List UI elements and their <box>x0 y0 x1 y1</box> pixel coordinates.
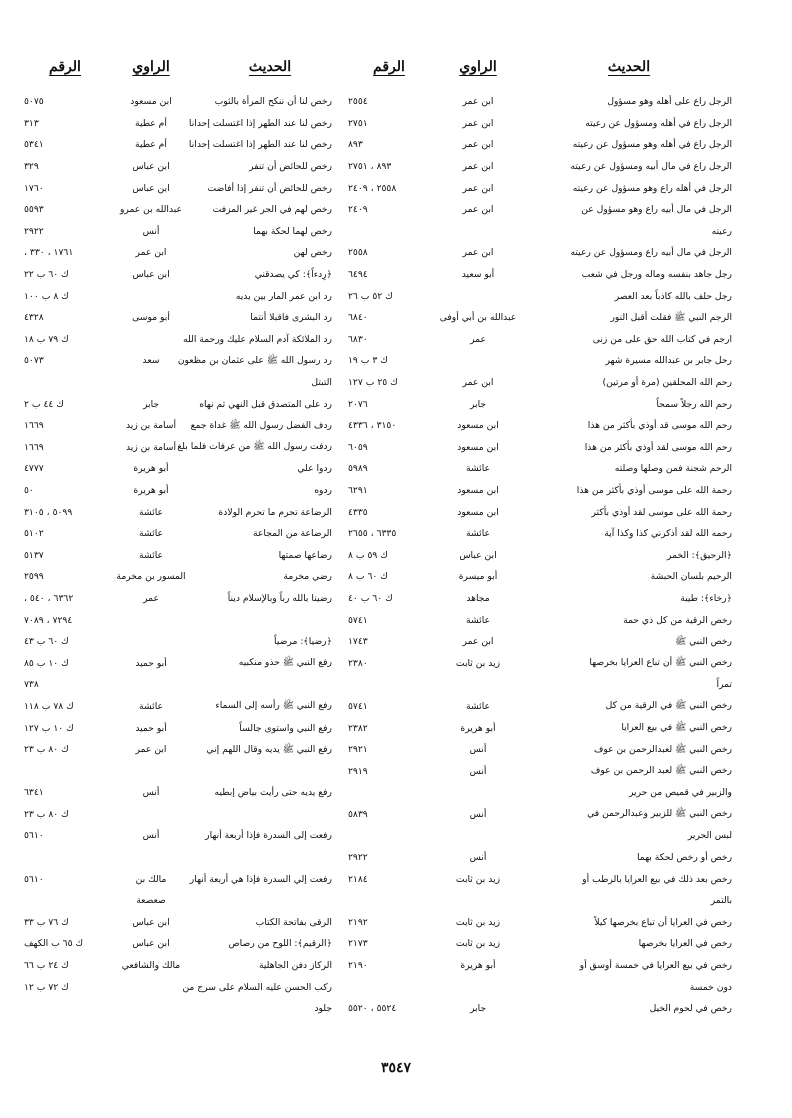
hadith-right-cell: ﴿رخاء﴾: طيبة <box>680 592 732 604</box>
narrator-left-cell: أبو حميد <box>135 722 167 734</box>
index-row <box>22 566 734 588</box>
narrator-left-cell: أم عطية <box>135 139 167 151</box>
hadith-right-cell: الرجل راع في أهله ومسؤول عن رعيته <box>585 117 732 129</box>
narrator-right-cell: عبدالله بن أبي أوفى <box>439 312 517 324</box>
hadith-left-cell: رخص للحائض أن تنفر <box>249 161 332 173</box>
number-right-cell: ٢٠٧٦ <box>348 398 368 410</box>
number-left-cell: ك ٦٥ ب الكهف <box>24 938 84 950</box>
hadith-left-cell: رضي مخرمة <box>283 571 332 583</box>
index-row <box>22 91 734 113</box>
index-row <box>22 350 734 372</box>
narrator-right-cell: جابر <box>469 398 487 410</box>
hadith-left-cell: ﴿رِدءاً﴾: كي يصدقني <box>254 269 332 281</box>
number-right-cell: ك ٢٥ ب ١٢٧ <box>348 377 398 389</box>
narrator-left-cell: عمر <box>143 592 159 604</box>
index-row <box>22 782 734 804</box>
number-left-cell: ٥٥٩٣ <box>24 204 44 216</box>
header-hadith-left: الحديث <box>248 59 292 75</box>
narrator-right-cell: عائشة <box>466 463 490 475</box>
narrator-right-cell: زيد بن ثابت <box>455 916 501 928</box>
narrator-right-cell: زيد بن ثابت <box>455 657 501 669</box>
index-row <box>22 760 734 782</box>
hadith-right-cell: رحمة الله على موسى أوذي بأكثر من هذا <box>576 484 732 496</box>
number-right-cell: ك ٥٢ ب ٢٦ <box>348 290 393 302</box>
hadith-right-cell: رخص النبي ﷺ لعبد الرحمن بن عوف <box>590 765 732 777</box>
hadith-left-cell: رد البشرى فاقبلا أنتما <box>250 312 332 324</box>
number-left-cell: ك ٨٠ ب ٢٣ <box>24 808 69 820</box>
number-left-cell: ك ١٠ ب ١٢٧ <box>24 722 74 734</box>
index-row <box>22 717 734 739</box>
narrator-right-cell: أبو سعيد <box>461 269 495 281</box>
number-left-cell: ٥٠٧٥ <box>24 96 44 108</box>
hadith-right-cell: رحل جابر بن عبدالله مسيرة شهر <box>605 355 732 367</box>
number-left-cell: ٥٦١٠ <box>24 830 44 842</box>
narrator-left-cell: عائشة <box>139 506 163 518</box>
narrator-left-cell: عبدالله بن عمرو <box>119 204 183 216</box>
hadith-right-cell: رخص النبي ﷺ في الرقية من كل <box>605 700 732 712</box>
narrator-right-cell: عمر <box>470 333 486 345</box>
hadith-right-cell: رخص الرقية من كل ذي حمة <box>623 614 732 626</box>
narrator-right-cell: جابر <box>469 1003 487 1015</box>
number-right-cell: ٦٨٤٠ <box>348 312 368 324</box>
number-right-cell: ٥٩٨٩ <box>348 463 368 475</box>
hadith-right-cell: رخص أو رخص لحكة بهما <box>636 852 732 864</box>
hadith-left-cell: رفعت إلي السدرة فإذا هي أربعة أنهار <box>189 873 332 885</box>
narrator-right-cell: ابن عمر <box>462 204 494 216</box>
narrator-left-cell: ابن مسعود <box>130 96 172 108</box>
narrator-left-cell: عائشة <box>139 700 163 712</box>
number-right-cell: ١٧٤٣ <box>348 636 368 648</box>
hadith-left-cell: رخص لهما لحكة بهما <box>253 225 332 237</box>
hadith-left-cell: ردوه <box>314 484 332 496</box>
number-left-cell: ٤٣٢٨ <box>24 312 44 324</box>
narrator-right-cell: زيد بن ثابت <box>455 938 501 950</box>
hadith-left-cell: رخص لنا أن ننكح المرأة بالثوب <box>214 96 332 108</box>
index-row <box>22 329 734 351</box>
number-right-cell: ٥٥٢٤ ، ٥٥٢٠ <box>348 1003 397 1015</box>
hadith-left-cell: رد الملائكة آدم السلام عليك ورحمة الله <box>183 333 332 345</box>
hadith-left-cell: رد ابن عمر المار بين يديه <box>235 290 332 302</box>
narrator-left-cell: أسامة بن زيد <box>125 441 177 453</box>
index-row <box>22 609 734 631</box>
hadith-left-cell: ردوا علي <box>297 463 332 475</box>
hadith-left-cell: ركب الحسن عليه السلام على سرج من <box>182 981 332 993</box>
index-row <box>22 437 734 459</box>
number-right-cell: ك ٦٠ ب ٤٠ <box>348 592 393 604</box>
hadith-right-cell: دون خمسة <box>689 981 732 993</box>
narrator-left-cell: ابن عباس <box>132 182 170 194</box>
number-left-cell: ك ٧٩ ب ١٨ <box>24 333 69 345</box>
index-row <box>22 177 734 199</box>
hadith-left-cell: الرقى بفاتحة الكتاب <box>255 916 332 928</box>
hadith-right-cell: الرجل راع في أهله وهو مسؤول عن رعيته <box>572 139 732 151</box>
hadith-right-cell: رخص في لحوم الخيل <box>649 1003 732 1015</box>
narrator-left-cell: أبو موسى <box>132 312 170 324</box>
hadith-left-cell: رفع النبي ﷺ رأسه إلى السماء <box>215 700 332 712</box>
hadith-left-cell: رخص لهم في الجر غير المزفت <box>212 204 332 216</box>
hadith-left-cell: جلود <box>314 1003 332 1015</box>
narrator-right-cell: أبو ميسرة <box>458 571 498 583</box>
number-left-cell: ٥١٠٢ <box>24 528 44 540</box>
narrator-right-cell: ابن عمر <box>462 96 494 108</box>
index-row <box>22 307 734 329</box>
number-right-cell: ٢١٨٤ <box>348 873 368 885</box>
narrator-left-cell: ابن عمر <box>135 744 167 756</box>
index-row <box>22 264 734 286</box>
hadith-right-cell: الرجل في مال أبيه راع وهو مسؤول عن <box>581 204 732 216</box>
index-row <box>22 933 734 955</box>
narrator-right-cell: ابن عباس <box>459 549 497 561</box>
number-right-cell: ٦٨٣٠ <box>348 333 368 345</box>
number-right-cell: ٨٩٣ ، ٢٧٥١ <box>348 161 392 173</box>
hadith-left-cell: رفع يديه حتى رأيت بياض إبطيه <box>214 787 332 799</box>
narrator-right-cell: ابن مسعود <box>457 441 499 453</box>
index-page <box>22 45 734 1020</box>
hadith-left-cell: ﴿الرقيم﴾: اللوح من رصاص <box>228 938 332 950</box>
hadith-left-cell: رفع النبي واستوى جالساً <box>239 722 332 734</box>
hadith-right-cell: رخص النبي ﷺ في بيع العرايا <box>621 722 732 734</box>
hadith-right-cell: الرحيم بلسان الحبشة <box>650 571 732 583</box>
index-row <box>22 890 734 912</box>
hadith-right-cell: رخص النبي ﷺ أن تباع العرايا بخرصها <box>589 657 732 669</box>
narrator-right-cell: ابن عمر <box>462 139 494 151</box>
narrator-right-cell: ابن عمر <box>462 182 494 194</box>
narrator-right-cell: ابن عمر <box>462 117 494 129</box>
index-rows <box>22 91 734 1020</box>
number-left-cell: ٥٠ <box>24 484 34 496</box>
index-row <box>22 804 734 826</box>
hadith-right-cell: رحم الله المحلقين (مرة أو مرتين) <box>602 377 732 389</box>
number-left-cell: ٥١٣٧ <box>24 549 44 561</box>
narrator-right-cell: ابن عمر <box>462 377 494 389</box>
narrator-right-cell: ابن مسعود <box>457 420 499 432</box>
hadith-right-cell: رحم الله موسى قد أوذي بأكثر من هذا <box>587 420 732 432</box>
number-left-cell: ٥٠٧٣ <box>24 355 44 367</box>
hadith-right-cell: رجل حلف بالله كاذباً بعد العصر <box>614 290 732 302</box>
number-left-cell: ك ٧٢ ب ١٢ <box>24 981 69 993</box>
narrator-right-cell: عائشة <box>466 528 490 540</box>
number-left-cell: ٣٢٩ <box>24 161 39 173</box>
hadith-left-cell: الرضاعة تحرم ما تحرم الولادة <box>218 506 332 518</box>
number-right-cell: ٢٩١٩ <box>348 765 368 777</box>
number-right-cell: ٨٩٣ <box>348 139 363 151</box>
number-left-cell: ٧٢٩٤ ، ٧٠٨٩ <box>24 614 73 626</box>
narrator-right-cell: أنس <box>469 852 487 864</box>
index-row <box>22 955 734 977</box>
header-hadith-right: الحديث <box>607 59 651 75</box>
hadith-right-cell: رخص النبي ﷺ <box>675 635 732 647</box>
number-left-cell: ك ٦٠ ب ٢٢ <box>24 269 69 281</box>
hadith-left-cell: رفع النبي ﷺ يديه وقال اللهم إني <box>206 743 332 755</box>
hadith-left-cell: التبتل <box>311 377 332 389</box>
index-row <box>22 825 734 847</box>
index-row <box>22 285 734 307</box>
index-row <box>22 976 734 998</box>
number-right-cell: ٦٢٩١ <box>348 484 368 496</box>
hadith-left-cell: ردفت رسول الله ﷺ من عرفات فلما بلغ <box>177 441 332 453</box>
number-right-cell: ٦٣٣٥ ، ٢٦٥٥ <box>348 528 397 540</box>
number-right-cell: ٢٥٥٨ ، ٢٤٠٩ <box>348 182 397 194</box>
hadith-right-cell: الرجم النبي ﷺ فقلت أقبل النور <box>610 311 732 323</box>
column-header-row <box>22 45 734 75</box>
index-row <box>22 631 734 653</box>
hadith-left-cell: رضينا بالله رباً وبالإسلام ديناً <box>227 592 332 604</box>
hadith-left-cell: رد على المتصدق قبل النهي ثم نهاه <box>199 398 332 410</box>
number-left-cell: ٦٣٦٢ ، ٥٤٠ ، <box>24 592 74 604</box>
number-right-cell: ٥٨٣٩ <box>348 808 368 820</box>
hadith-left-cell: الرضاعة من المجاعة <box>253 528 332 540</box>
narrator-left-cell: مالك بن <box>135 873 167 885</box>
index-row <box>22 372 734 394</box>
number-right-cell: ٢١٩٢ <box>348 916 368 928</box>
hadith-right-cell: الرجل راع في مال أبيه ومسؤول عن رعيته <box>570 161 732 173</box>
narrator-left-cell: أسامة بن زيد <box>125 420 177 432</box>
number-right-cell: ٢٣٨٢ <box>348 722 368 734</box>
number-left-cell: ك ٧٦ ب ٣٣ <box>24 916 69 928</box>
number-right-cell: ك ٣ ب ١٩ <box>348 355 388 367</box>
hadith-left-cell: رخص لهن <box>293 247 332 259</box>
number-right-cell: ٢٣٨٠ <box>348 657 368 669</box>
number-right-cell: ٥٧٤١ <box>348 614 368 626</box>
hadith-right-cell: رحمة الله على موسى لقد أوذي بأكثر <box>591 506 732 518</box>
hadith-left-cell: رخص للحائض أن تنفر إذا أفاضت <box>207 182 332 194</box>
narrator-left-cell: أنس <box>142 830 160 842</box>
number-left-cell: ١٧٦٠ <box>24 182 44 194</box>
number-left-cell: ك ٧٨ ب ١١٨ <box>24 700 74 712</box>
number-right-cell: ٤٣٣٥ <box>348 506 368 518</box>
number-left-cell: ك ١٠ ب ٨٥ <box>24 657 69 669</box>
narrator-right-cell: ابن عمر <box>462 636 494 648</box>
index-row <box>22 480 734 502</box>
index-row <box>22 501 734 523</box>
index-row <box>22 739 734 761</box>
number-right-cell: ك ٥٩ ب ٨ <box>348 549 388 561</box>
number-left-cell: ١٧٦١ ، ٣٣٠ ، <box>24 247 74 259</box>
index-row <box>22 912 734 934</box>
hadith-left-cell: ردف الفضل رسول الله ﷺ غداة جمع <box>190 419 332 431</box>
index-row <box>22 199 734 221</box>
number-right-cell: ٢٤٠٩ <box>348 204 368 216</box>
hadith-left-cell: الركاز دفن الجاهلية <box>258 960 332 972</box>
hadith-right-cell: رحم الله رجلاً سمحاً <box>656 398 732 410</box>
index-row <box>22 847 734 869</box>
hadith-left-cell: رد رسول الله ﷺ على عثمان بن مظعون <box>177 354 332 366</box>
number-right-cell: ٢١٩٠ <box>348 960 368 972</box>
narrator-left-cell: مالك والشافعي <box>121 960 181 972</box>
narrator-left-cell: ابن عباس <box>132 916 170 928</box>
narrator-right-cell: أنس <box>469 744 487 756</box>
narrator-left-cell: المسور بن مخرمة <box>116 571 186 583</box>
narrator-left-cell: ابن عباس <box>132 938 170 950</box>
index-row <box>22 696 734 718</box>
narrator-left-cell: أبو هريرة <box>133 463 169 475</box>
narrator-left-cell: ابن عمر <box>135 247 167 259</box>
number-left-cell: ٦٣٤١ <box>24 787 44 799</box>
number-left-cell: ٤٧٧٧ <box>24 463 44 475</box>
narrator-right-cell: مجاهد <box>466 592 490 604</box>
number-right-cell: ٦٤٩٤ <box>348 269 368 281</box>
index-row <box>22 415 734 437</box>
index-row <box>22 221 734 243</box>
narrator-right-cell: ابن مسعود <box>457 484 499 496</box>
index-row <box>22 998 734 1020</box>
header-number-right: الرقم <box>373 59 405 75</box>
number-left-cell: ٢٥٩٩ <box>24 571 44 583</box>
index-row <box>22 544 734 566</box>
index-row <box>22 393 734 415</box>
number-right-cell: ٢٧٥١ <box>348 117 368 129</box>
number-left-cell: ك ٨ ب ١٠٠ <box>24 290 69 302</box>
hadith-right-cell: الرجل في مال أبيه راع ومسؤول عن رعيته <box>570 247 732 259</box>
narrator-left-cell: ابن عباس <box>132 161 170 173</box>
narrator-left-cell: جابر <box>142 398 160 410</box>
narrator-right-cell: ابن عمر <box>462 247 494 259</box>
index-row <box>22 868 734 890</box>
narrator-right-cell: أبو هريرة <box>460 722 496 734</box>
index-row <box>22 134 734 156</box>
number-right-cell: ٢٥٥٨ <box>348 247 368 259</box>
narrator-right-cell: أنس <box>469 808 487 820</box>
number-left-cell: ك ٦٠ ب ٤٣ <box>24 636 69 648</box>
narrator-left-cell: أنس <box>142 787 160 799</box>
narrator-left-cell: أم عطية <box>135 117 167 129</box>
number-right-cell: ك ٦٠ ب ٨ <box>348 571 388 583</box>
number-left-cell: ٥٣٤١ <box>24 139 44 151</box>
hadith-right-cell: رعيته <box>711 225 732 237</box>
hadith-right-cell: والزبير في قميص من حرير <box>628 787 732 799</box>
narrator-right-cell: ابن مسعود <box>457 506 499 518</box>
number-right-cell: ٦٠٥٩ <box>348 441 368 453</box>
number-left-cell: ك ٢٤ ب ٦٦ <box>24 960 69 972</box>
hadith-right-cell: بالتمر <box>710 895 732 907</box>
header-number-left: الرقم <box>49 59 81 75</box>
index-row <box>22 458 734 480</box>
number-right-cell: ٢٩٢١ <box>348 744 368 756</box>
narrator-left-cell: صعصعة <box>136 895 166 907</box>
number-left-cell: ١٦٦٩ <box>24 441 44 453</box>
narrator-right-cell: زيد بن ثابت <box>455 873 501 885</box>
hadith-left-cell: ﴿رضيا﴾: مرضياً <box>274 636 332 648</box>
hadith-left-cell: رخص لنا عند الطهر إذا اغتسلت إحدانا <box>188 117 332 129</box>
hadith-left-cell: رضاعها صمتها <box>278 549 332 561</box>
number-left-cell: ٢٩٢٢ <box>24 225 44 237</box>
hadith-right-cell: رخص بعد ذلك في بيع العرايا بالرطب أو <box>582 873 732 885</box>
number-left-cell: ٧٣٨ <box>24 679 39 691</box>
number-right-cell: ٢٥٥٤ <box>348 96 368 108</box>
narrator-left-cell: أبو هريرة <box>133 484 169 496</box>
hadith-right-cell: رحم الله موسى لقد أوذي بأكثر من هذا <box>584 441 732 453</box>
hadith-right-cell: لبس الحرير <box>687 830 732 842</box>
hadith-left-cell: رفعت إلى السدرة فإذا أربعة أنهار <box>205 830 332 842</box>
hadith-right-cell: ارجم في كتاب الله حق على من زنى <box>592 333 732 345</box>
narrator-left-cell: عائشة <box>139 549 163 561</box>
hadith-right-cell: ﴿الرحيق﴾: الخمر <box>667 549 732 561</box>
number-left-cell: ٥٠٩٩ ، ٣١٠٥ <box>24 506 73 518</box>
number-right-cell: ٢١٧٣ <box>348 938 368 950</box>
hadith-right-cell: تمراً <box>716 679 732 691</box>
hadith-right-cell: رخص النبي ﷺ للزبير وعبدالرحمن في <box>587 808 732 820</box>
index-row <box>22 652 734 674</box>
index-row <box>22 242 734 264</box>
hadith-right-cell: الرجل في أهله راع وهو مسؤول عن رعيته <box>572 182 732 194</box>
hadith-right-cell: رخص في بيع العرايا في خمسة أوسق أو <box>579 960 732 972</box>
header-narrator-left: الراوي <box>132 59 170 75</box>
narrator-left-cell: أنس <box>142 225 160 237</box>
page-number: ٣٥٤٧ <box>380 1060 412 1076</box>
narrator-left-cell: سعد <box>142 355 160 367</box>
narrator-right-cell: عائشة <box>466 700 490 712</box>
hadith-right-cell: رخص النبي ﷺ لعبدالرحمن بن عوف <box>593 743 732 755</box>
hadith-left-cell: رفع النبي ﷺ حذو منكبيه <box>238 657 332 669</box>
number-right-cell: ٢٩٢٢ <box>348 852 368 864</box>
header-narrator-right: الراوي <box>459 59 497 75</box>
number-left-cell: ١٦٦٩ <box>24 420 44 432</box>
index-row <box>22 156 734 178</box>
narrator-right-cell: عائشة <box>466 614 490 626</box>
narrator-right-cell: أبو هريرة <box>460 960 496 972</box>
narrator-left-cell: عائشة <box>139 528 163 540</box>
index-row <box>22 113 734 135</box>
hadith-right-cell: رخص في العرايا أن تباع بخرصها كيلاً <box>594 916 732 928</box>
number-right-cell: ٥٧٤١ <box>348 700 368 712</box>
hadith-right-cell: رخص في العرايا بخرصها <box>638 938 732 950</box>
hadith-right-cell: رحمه الله لقد أذكرني كذا وكذا آية <box>604 528 732 540</box>
number-left-cell: ك ٨٠ ب ٢٣ <box>24 744 69 756</box>
hadith-right-cell: الرحم شجنة فمن وصلها وصلته <box>614 463 732 475</box>
hadith-right-cell: الرجل راع على أهله وهو مسؤول <box>607 96 732 108</box>
number-left-cell: ٥٦١٠ <box>24 873 44 885</box>
hadith-right-cell: رجل جاهد بنفسه وماله ورجل في شعب <box>581 269 732 281</box>
narrator-left-cell: أبو حميد <box>135 657 167 669</box>
number-left-cell: ك ٤٤ ب ٢ <box>24 398 64 410</box>
narrator-right-cell: ابن عمر <box>462 161 494 173</box>
narrator-right-cell: أنس <box>469 765 487 777</box>
index-row <box>22 674 734 696</box>
number-right-cell: ٣١٥٠ ، ٤٣٣٦ <box>348 420 397 432</box>
index-row <box>22 588 734 610</box>
index-row <box>22 523 734 545</box>
hadith-left-cell: رخص لنا عند الطهر إذا اغتسلت إحدانا <box>188 139 332 151</box>
number-left-cell: ٣١٣ <box>24 117 39 129</box>
narrator-left-cell: ابن عباس <box>132 269 170 281</box>
